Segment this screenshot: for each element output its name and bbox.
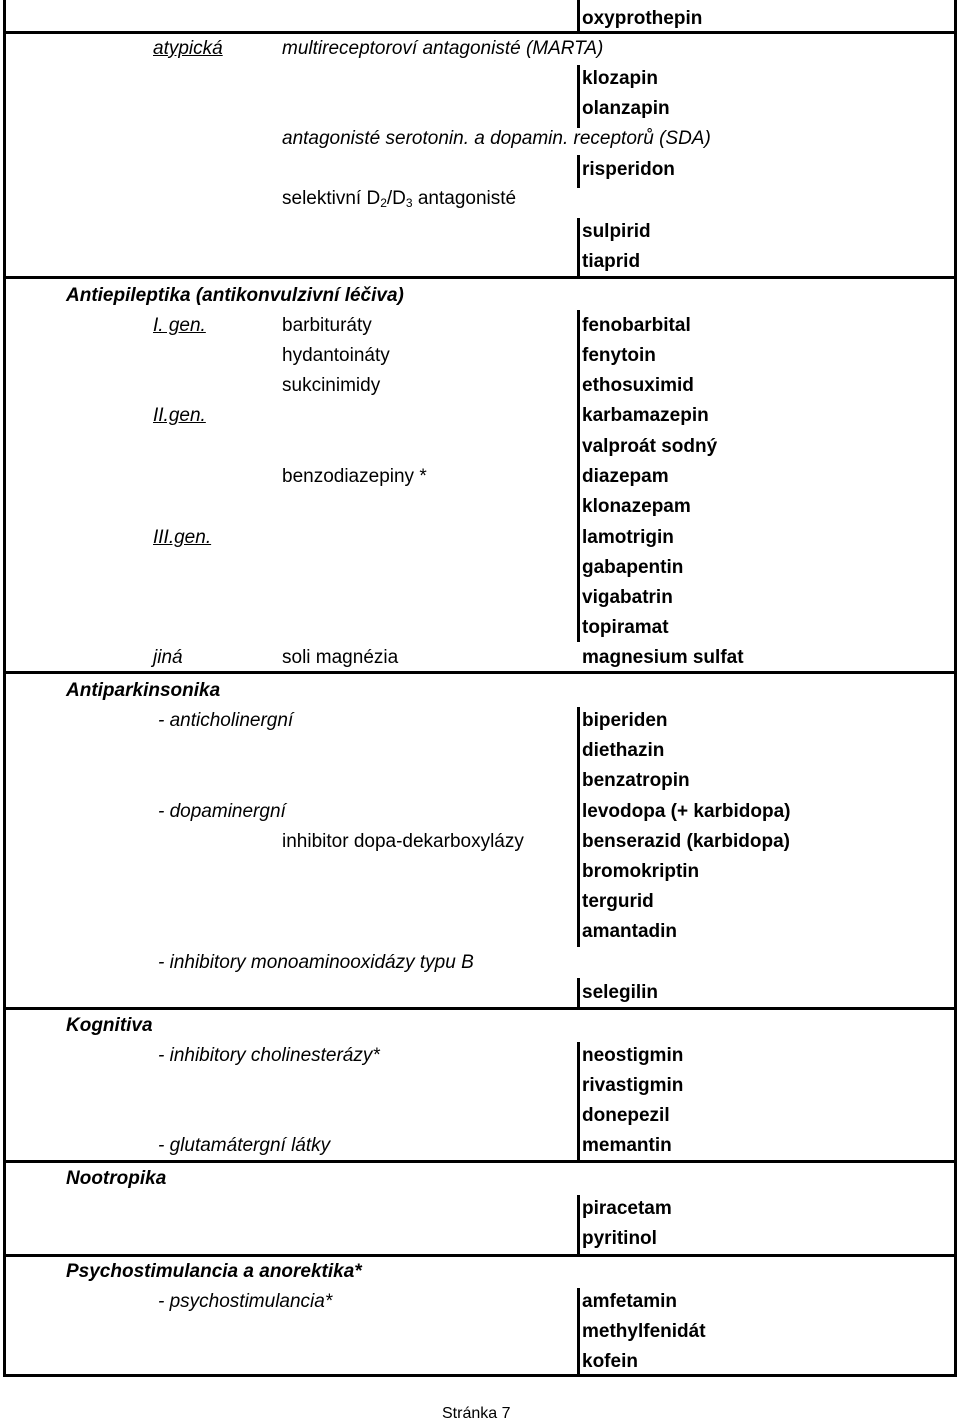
section-heading-psychostimulants: Psychostimulancia a anorektika* [66, 1261, 362, 1282]
drug-column-divider [577, 0, 580, 31]
drug-name: bromokriptin [582, 861, 700, 882]
drug-name: biperiden [582, 710, 668, 731]
subgroup-dopaminergic: - dopaminergní [158, 801, 286, 822]
drug-name: klozapin [582, 68, 659, 89]
drug-name: fenytoin [582, 345, 656, 366]
drug-name: sulpirid [582, 221, 651, 242]
subgroup-sda: antagonisté serotonin. a dopamin. receptorů (SDA) [282, 128, 711, 149]
drug-class: benzodiazepiny * [282, 466, 427, 487]
drug-name: magnesium sulfat [582, 647, 744, 668]
subgroup-maob: - inhibitory monoaminooxidázy typu B [158, 952, 474, 973]
drug-name: neostigmin [582, 1045, 684, 1066]
drug-column-divider [577, 707, 580, 947]
drug-name: tiaprid [582, 251, 641, 272]
drug-name: tergurid [582, 891, 654, 912]
drug-name: benzatropin [582, 770, 690, 791]
drug-name: diazepam [582, 466, 669, 487]
drug-name: karbamazepin [582, 405, 709, 426]
row-divider [3, 31, 957, 34]
subgroup-psychostimulants: - psychostimulancia* [158, 1291, 333, 1312]
drug-name: selegilin [582, 982, 659, 1003]
drug-name: topiramat [582, 617, 669, 638]
subgroup-anticholinergic: - anticholinergní [158, 710, 294, 731]
drug-column-divider [577, 310, 580, 642]
page-number: Stránka 7 [442, 1405, 511, 1422]
drug-name: klonazepam [582, 496, 691, 517]
group-label-atypical: atypická [153, 38, 223, 59]
drug-class: soli magnézia [282, 647, 399, 668]
table-bottom-border [3, 1374, 957, 1377]
table-right-border [954, 0, 957, 1377]
row-divider [3, 1160, 957, 1163]
row-divider [3, 1254, 957, 1257]
drug-name: gabapentin [582, 557, 684, 578]
drug-column-divider [577, 218, 580, 276]
drug-name: risperidon [582, 159, 675, 180]
drug-column-divider [577, 65, 580, 128]
subgroup-marta: multireceptoroví antagonisté (MARTA) [282, 38, 604, 59]
drug-name: diethazin [582, 740, 665, 761]
drug-name: rivastigmin [582, 1075, 684, 1096]
row-divider [3, 276, 957, 279]
section-heading-antiparkinsonics: Antiparkinsonika [66, 680, 221, 701]
drug-column-divider [577, 1288, 580, 1374]
drug-column-divider [577, 978, 580, 1007]
generation-label: II.gen. [153, 405, 206, 426]
drug-name: olanzapin [582, 98, 670, 119]
subgroup-cholinesterase: - inhibitory cholinesterázy* [158, 1045, 380, 1066]
subgroup-d2d3: selektivní $D_2/D_3$ antagonisté [282, 188, 517, 210]
drug-name: amfetamin [582, 1291, 678, 1312]
drug-column-divider [577, 155, 580, 188]
drug-name: fenobarbital [582, 315, 691, 336]
drug-name: methylfenidát [582, 1321, 706, 1342]
other-label: jiná [153, 647, 183, 668]
section-heading-nootropics: Nootropika [66, 1168, 167, 1189]
drug-name: lamotrigin [582, 527, 674, 548]
drug-name: memantin [582, 1135, 672, 1156]
subgroup-glutamate: - glutamátergní látky [158, 1135, 331, 1156]
drug-name: oxyprothepin [582, 8, 703, 29]
drug-name: kofein [582, 1351, 638, 1372]
drug-name: levodopa (+ karbidopa) [582, 801, 791, 822]
generation-label: III.gen. [153, 527, 212, 548]
drug-column-divider [577, 1195, 580, 1254]
drug-name: piracetam [582, 1198, 672, 1219]
drug-column-divider [577, 1042, 580, 1160]
drug-class: hydantoináty [282, 345, 390, 366]
drug-name: pyritinol [582, 1228, 657, 1249]
drug-name: benserazid (karbidopa) [582, 831, 790, 852]
drug-name: vigabatrin [582, 587, 673, 608]
drug-name: ethosuximid [582, 375, 694, 396]
row-divider [3, 1007, 957, 1010]
drug-class: sukcinimidy [282, 375, 381, 396]
drug-name: valproát sodný [582, 436, 718, 457]
drug-class: inhibitor dopa-dekarboxylázy [282, 831, 524, 852]
row-divider [3, 671, 957, 674]
drug-name: donepezil [582, 1105, 670, 1126]
drug-name: amantadin [582, 921, 678, 942]
table-left-border [3, 0, 6, 1377]
drug-class: barbituráty [282, 315, 372, 336]
section-heading-cognitives: Kognitiva [66, 1015, 153, 1036]
section-heading-antiepileptics: Antiepileptika (antikonvulzivní léčiva) [66, 285, 404, 306]
generation-label: I. gen. [153, 315, 206, 336]
